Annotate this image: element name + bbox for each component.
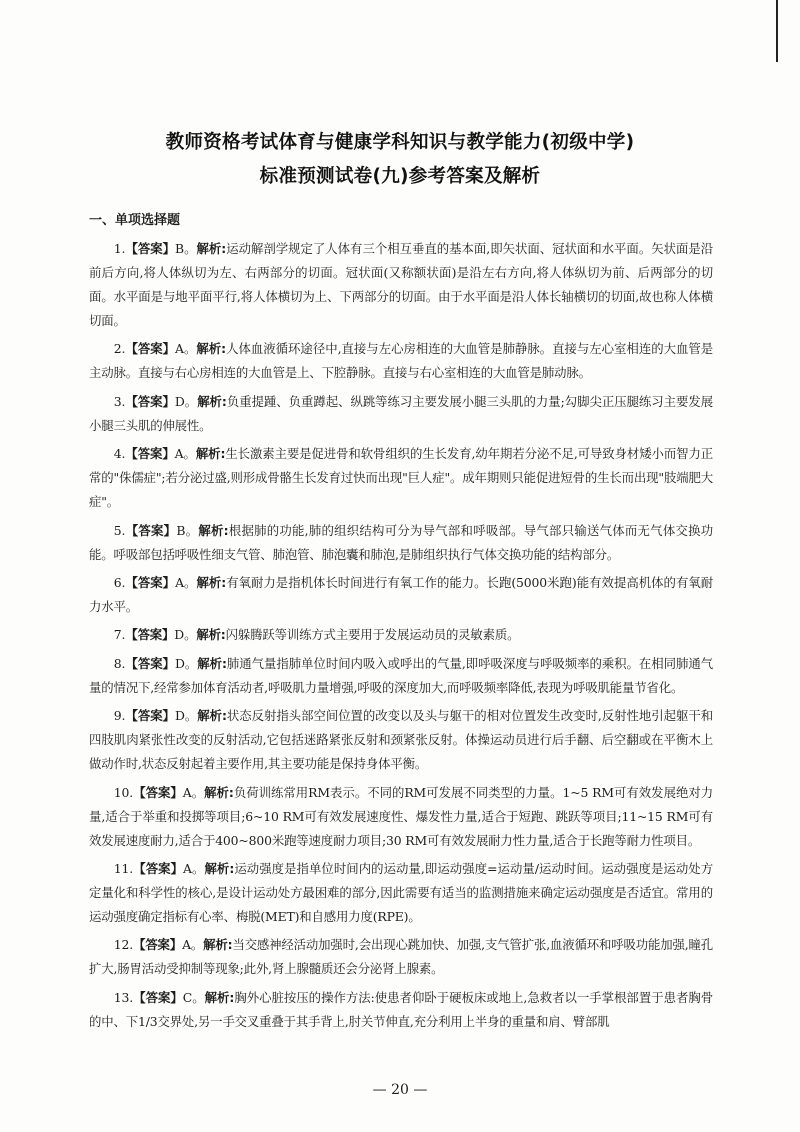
answer-choice: D。	[174, 655, 198, 671]
analysis-text: 胸外心脏按压的操作方法:使患者仰卧于硬板床或地上,急救者以一手掌根部置于患者胸骨的中、下1/3交界处,另一手交叉重叠于其手背上,肘关节伸直,充分利用上半身的重量和肩、臂部肌	[89, 989, 713, 1029]
question-number: 2.	[113, 341, 126, 357]
analysis-text: 有氧耐力是指机体长时间进行有氧工作的能力。长跑(5000米跑)能有效提高机体的有氧耐力水平。	[89, 574, 713, 614]
analysis-text: 当交感神经活动加强时,会出现心跳加快、加强,支气管扩张,血液循环和呼吸功能加强,瞳孔扩大,肠胃活动受抑制等现象;此外,肾上腺髓质还会分泌肾上腺素。	[89, 937, 713, 977]
answer-content	[89, 211, 713, 1038]
question-number: 12.	[113, 937, 134, 953]
answer-tag: 【答案】	[125, 341, 176, 357]
analysis-text: 人体血液循环途径中,直接与左心房相连的大血管是肺静脉。直接与左心室相连的大血管是主动脉。直接与右心房相连的大血管是上、下腔静脉。直接与右心室相连的大血管是肺动脉。	[89, 341, 713, 381]
answer-tag: 【答案】	[133, 989, 183, 1005]
answer-item	[89, 623, 713, 647]
answer-item	[89, 704, 713, 776]
analysis-text: 运动强度是指单位时间内的运动量,即运动强度=运动量/运动时间。运动强度是运动处方定量化和科学性的核心,是设计运动处方最困难的部分,因此需要有适当的监测措施来确定运动强度是否适宜。常用的运动强度确定指标有心率、梅脱(MET)和自感用力度(RPE)。	[89, 860, 713, 924]
answer-choice: C。	[182, 989, 205, 1005]
answer-choice: A。	[182, 937, 204, 953]
analysis-tag: 解析:	[196, 241, 227, 256]
answer-tag: 【答案】	[125, 574, 176, 590]
answer-item	[89, 652, 713, 700]
answer-tag: 【答案】	[125, 655, 175, 671]
page-title: 教师资格考试体育与健康学科知识与教学能力(初级中学)	[165, 132, 635, 153]
answer-tag: 【答案】	[133, 860, 184, 876]
analysis-text: 负重提踵、负重蹲起、纵跳等练习主要发展小腿三头肌的力量;勾脚尖正压腿练习主要发展小腿三头肌的伸展性。	[89, 393, 713, 433]
answer-item	[89, 857, 713, 929]
answer-choice: A。	[182, 784, 205, 800]
answer-choice: D。	[174, 708, 198, 724]
answer-tag: 【答案】	[125, 446, 175, 462]
answer-choice: A。	[174, 446, 196, 462]
analysis-tag: 解析:	[197, 393, 227, 409]
question-number: 5.	[113, 522, 126, 538]
answer-item	[89, 781, 713, 853]
analysis-tag: 解析:	[204, 989, 235, 1005]
title-block	[0, 126, 800, 194]
analysis-tag: 解析:	[196, 341, 226, 357]
analysis-text: 生长激素主要是促进骨和软骨组织的生长发育,幼年期若分泌不足,可导致身材矮小而智力正常的"侏儒症";若分泌过盛,则形成骨骼生长发育过快而出现"巨人症"。成年期则只能促进短骨的生长而出现"肢端肥大症"。	[89, 446, 714, 510]
analysis-tag: 解析:	[197, 655, 227, 671]
question-number: 11.	[113, 860, 134, 876]
analysis-text: 根据肺的功能,肺的组织结构可分为导气部和呼吸部。导气部只输送气体而无气体交换功能。呼吸部包括呼吸性细支气管、肺泡管、肺泡囊和肺泡,是肺组织执行气体交换功能的结构部分。	[89, 522, 713, 562]
answer-tag: 【答案】	[125, 393, 175, 409]
analysis-tag: 解析:	[196, 627, 226, 643]
answer-tag: 【答案】	[125, 241, 176, 256]
answer-choice: A。	[175, 341, 197, 357]
analysis-text: 运动解剖学规定了人体有三个相互垂直的基本面,即矢状面、冠状面和水平面。矢状面是沿前后方向,将人体纵切为左、右两部分的切面。冠状面(又称额状面)是沿左右方向,将人体纵切为前、后两部分的切面。水平面是与地平面平行,将人体横切为上、下两部分的切面。由于水平面是沿人体长轴横切的切面,故也称人体横切面。	[89, 241, 713, 328]
analysis-tag: 解析:	[204, 784, 234, 800]
question-number: 9.	[113, 708, 126, 724]
answer-tag: 【答案】	[125, 522, 177, 538]
scan-edge-line	[776, 0, 778, 62]
answer-choice: A。	[175, 574, 197, 590]
answer-item	[89, 933, 713, 981]
page-number: — 20 —	[372, 1082, 428, 1098]
answer-tag: 【答案】	[125, 627, 175, 643]
answer-item	[89, 986, 713, 1034]
analysis-text: 闪躲腾跃等训练方式主要用于发展运动员的灵敏素质。	[225, 627, 520, 643]
question-number: 1.	[113, 241, 126, 256]
answer-item	[89, 337, 713, 385]
question-number: 13.	[113, 989, 134, 1005]
answer-choice: D。	[174, 627, 197, 643]
analysis-tag: 解析:	[196, 574, 227, 590]
analysis-text: 肺通气量指肺单位时间内吸入或呼出的气量,即呼吸深度与呼吸频率的乘积。在相同肺通气量的情况下,经常参加体育活动者,呼吸肌力量增强,呼吸的深度加大,而呼吸频率降低,表现为呼吸肌能量节省化。	[89, 655, 713, 695]
question-list	[89, 237, 713, 1034]
page-subtitle: 标准预测试卷(九)参考答案及解析	[259, 166, 541, 187]
answer-item	[89, 442, 713, 514]
answer-choice: B。	[176, 522, 199, 538]
question-number: 3.	[113, 393, 126, 409]
answer-choice: B。	[175, 241, 197, 256]
answer-item	[89, 390, 713, 438]
analysis-tag: 解析:	[204, 860, 235, 876]
answer-tag: 【答案】	[133, 937, 183, 953]
answer-item	[89, 519, 713, 567]
answer-tag: 【答案】	[133, 784, 183, 800]
analysis-tag: 解析:	[198, 522, 229, 538]
answer-item	[89, 571, 713, 619]
answer-choice: D。	[174, 393, 198, 409]
analysis-text: 负荷训练常用RM表示。不同的RM可发展不同类型的力量。1~5 RM可有效发展绝对力量,适合于举重和投掷等项目;6~10 RM可有效发展速度性、爆发性力量,适合于短跑、跳跃等项目;11~15 RM可有效发展速度耐力,适合于400~800米跑等速度耐力项目;30 RM可有效发展耐力性力量,适合于长跑等耐力性项目。	[89, 784, 713, 848]
answer-item	[89, 237, 713, 333]
analysis-tag: 解析:	[203, 937, 233, 953]
section-heading: 一、单项选择题	[89, 213, 181, 228]
question-number: 4.	[113, 446, 126, 462]
question-number: 7.	[113, 627, 126, 643]
question-number: 10.	[113, 784, 134, 800]
answer-choice: A。	[183, 860, 205, 876]
question-number: 8.	[113, 655, 126, 671]
analysis-tag: 解析:	[195, 446, 226, 462]
question-number: 6.	[113, 574, 126, 590]
analysis-text: 状态反射指头部空间位置的改变以及头与躯干的相对位置发生改变时,反射性地引起躯干和四肢肌肉紧张性改变的反射活动,它包括迷路紧张反射和颈紧张反射。体操运动员进行后手翻、后空翻或在平衡木上做动作时,状态反射起着主要作用,其主要功能是保持身体平衡。	[89, 708, 713, 772]
analysis-tag: 解析:	[197, 708, 227, 724]
answer-tag: 【答案】	[125, 708, 175, 724]
